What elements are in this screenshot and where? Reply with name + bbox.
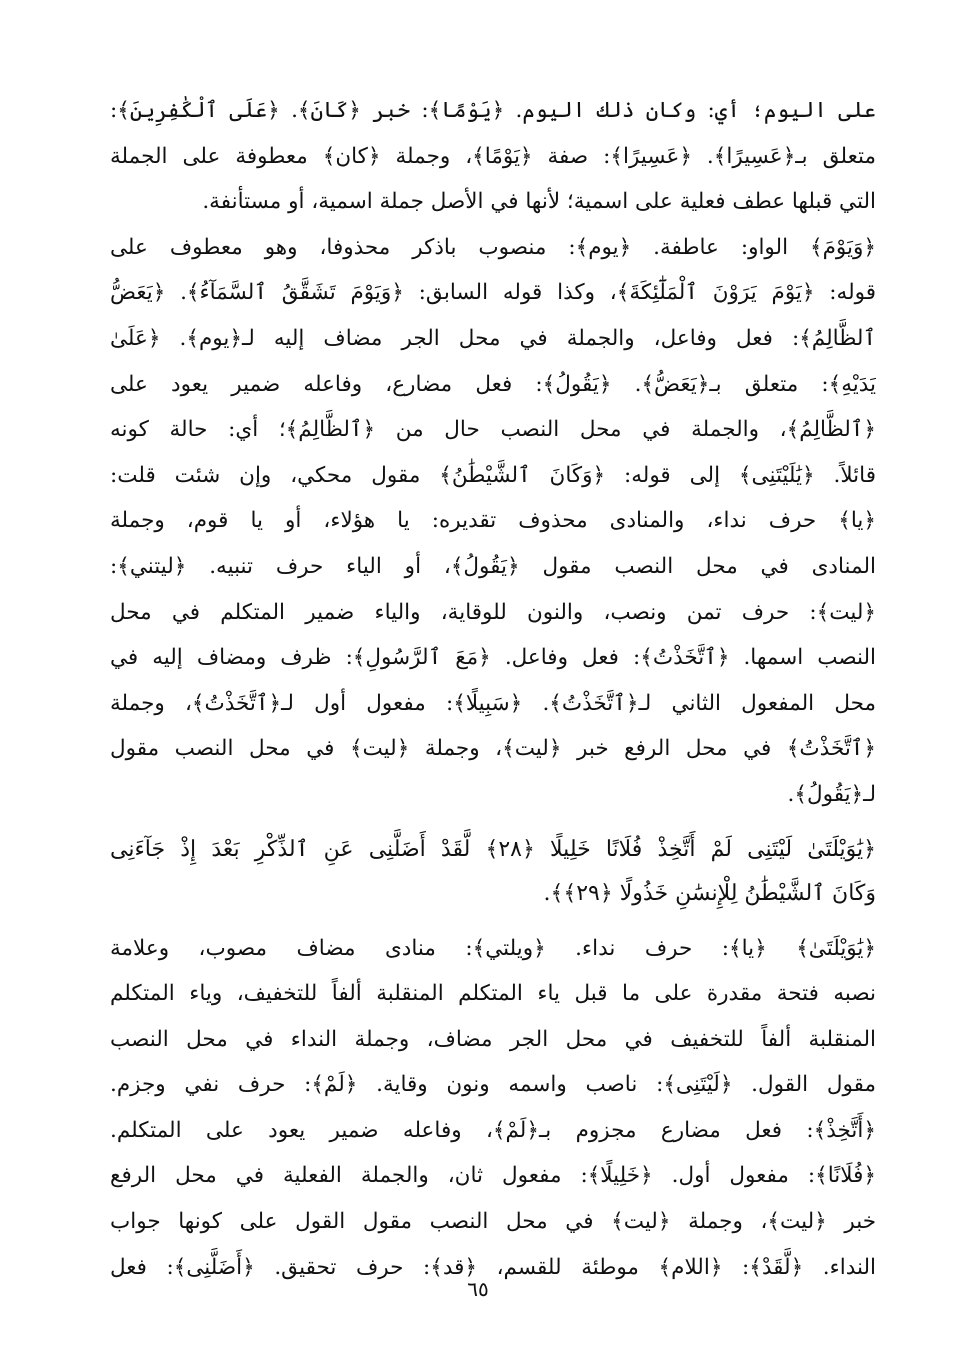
text-line: ﴿وَيَوْمَ﴾ الواو: عاطفة. ﴿يوم﴾: منصوب باذكر محذوفا، وهو معطوف على	[110, 234, 876, 260]
text-line: قائلاً. ﴿يَٰلَيْتَنِى﴾ إلى قوله: ﴿وَكَانَ ٱلشَّيْطَٰنُ﴾ مقول محكي، وإن شئت قلت:	[110, 462, 876, 488]
text-line: خبر ﴿ليت﴾، وجملة ﴿ليت﴾ في محل النصب مقول القول على كونها جواب	[110, 1209, 876, 1235]
text-line: ﴿فُلَانًا﴾: مفعول أول. ﴿خَلِيلًا﴾: مفعول ثان، والجملة الفعلية في محل الرفع	[110, 1163, 876, 1189]
text-line: ﴿يا﴾ حرف نداء، والمنادى محذوف تقديره: يا هؤلاء، أو يا قوم، وجملة	[110, 508, 876, 534]
text-line: ٱلظَّالِمُ﴾: فعل وفاعل، والجملة في محل الجر مضاف إليه لـ﴿يوم﴾. ﴿عَلَىٰ	[110, 325, 876, 351]
text-line: على اليوم؛ أي: وكان ذلك اليوم. ﴿يَوْمًا﴾: خبر ﴿كَانَ﴾. ﴿عَلَى ٱلْكَٰفِرِينَ﴾:	[110, 98, 876, 123]
page-body	[110, 88, 876, 1290]
spacer	[110, 916, 876, 926]
spacer	[110, 818, 876, 828]
text-line: المنادى في محل النصب مقول ﴿يَقُولُ﴾، أو الياء حرف تنبيه. ﴿ليتني﴾:	[110, 553, 876, 579]
text-line: النصب اسمها. ﴿ٱتَّخَذْتُ﴾: فعل وفاعل. ﴿مَعَ ٱلرَّسُولِ﴾: ظرف ومضاف إليه في	[110, 645, 876, 671]
text-line: ﴿ٱلظَّالِمُ﴾، والجملة في محل النصب حال من ﴿ٱلظَّالِمُ﴾؛ أي: حالة كونه	[110, 417, 876, 443]
text-line: نصبه فتحة مقدرة على ما قبل ياء المتكلم المنقلبة ألفاً للتخفيف، وياء المتكلم	[110, 981, 876, 1007]
paragraph-1	[110, 88, 876, 225]
text-line: مقول القول. ﴿لَيْتَنِى﴾: ناصب واسمه ونون وقاية. ﴿لَمْ﴾: حرف نفي وجزم.	[110, 1072, 876, 1098]
paragraph-3	[110, 926, 876, 1291]
quran-verse-block	[110, 828, 876, 916]
verse-line: ﴿يَٰوَيْلَتَىٰ لَيْتَنِى لَمْ أَتَّخِذْ فُلَانًا خَلِيلًا ﴿٢٨﴾ لَّقَدْ أَضَلَّنِى عَنِ ٱلذِّكْرِ بَعْدَ إِذْ جَآءَنِى	[110, 836, 876, 862]
text-line: التي قبلها عطف فعلية على اسمية؛ لأنها في الأصل جملة اسمية، أو مستأنفة.	[202, 189, 876, 215]
page-number: ٦٥	[467, 1277, 489, 1301]
text-line: لـ﴿يَقُولُ﴾.	[787, 781, 876, 807]
text-line: ﴿ليت﴾: حرف تمن ونصب، والنون للوقاية، والياء ضمير المتكلم في محل	[110, 599, 876, 625]
verse-line: وَكَانَ ٱلشَّيْطَٰنُ لِلْإِنسَٰنِ خَذُولًا ﴿٢٩﴾﴾.	[543, 880, 876, 906]
paragraph-2	[110, 225, 876, 818]
text-line: ﴿ٱتَّخَذْتُ﴾ في محل الرفع خبر ﴿ليت﴾، وجملة ﴿ليت﴾ في محل النصب مقول	[110, 736, 876, 762]
text-line: ﴿أَتَّخِذْ﴾: فعل مضارع مجزوم بـ﴿لَمْ﴾، وفاعله ضمير يعود على المتكلم.	[110, 1117, 876, 1143]
text-line: النداء. ﴿لَّقَدْ﴾: ﴿اللام﴾ موطئة للقسم، ﴿قد﴾: حرف تحقيق. ﴿أَضَلَّنِى﴾: فعل	[110, 1254, 876, 1280]
text-line: المنقلبة ألفاً للتخفيف في محل الجر مضاف، وجملة النداء في محل النصب	[110, 1026, 876, 1052]
text-line: يَدَيْهِ﴾: متعلق بـ﴿يَعَضُّ﴾. ﴿يَقُولُ﴾: فعل مضارع، وفاعله ضمير يعود على	[110, 371, 876, 397]
text-line: محل المفعول الثاني لـ﴿ٱتَّخَذْتُ﴾. ﴿سَبِيلًا﴾: مفعول أول لـ﴿ٱتَّخَذْتُ﴾، وجملة	[110, 690, 876, 716]
text-line: متعلق بـ﴿عَسِيرًا﴾. ﴿عَسِيرًا﴾: صفة ﴿يَوْمًا﴾، وجملة ﴿كان﴾ معطوفة على الجملة	[110, 143, 876, 169]
text-line: ﴿يَٰوَيْلَتَىٰ﴾ ﴿يا﴾: حرف نداء. ﴿ويلتي﴾: منادى مضاف مصوب، وعلامة	[110, 935, 876, 961]
text-line: قوله: ﴿يَوْمَ يَرَوْنَ ٱلْمَلَٰٓئِكَةَ﴾، وكذا قوله السابق: ﴿وَيَوْمَ تَشَقَّقُ ٱلسَّمَآءُ﴾. ﴿يَعَضُّ	[110, 280, 876, 306]
